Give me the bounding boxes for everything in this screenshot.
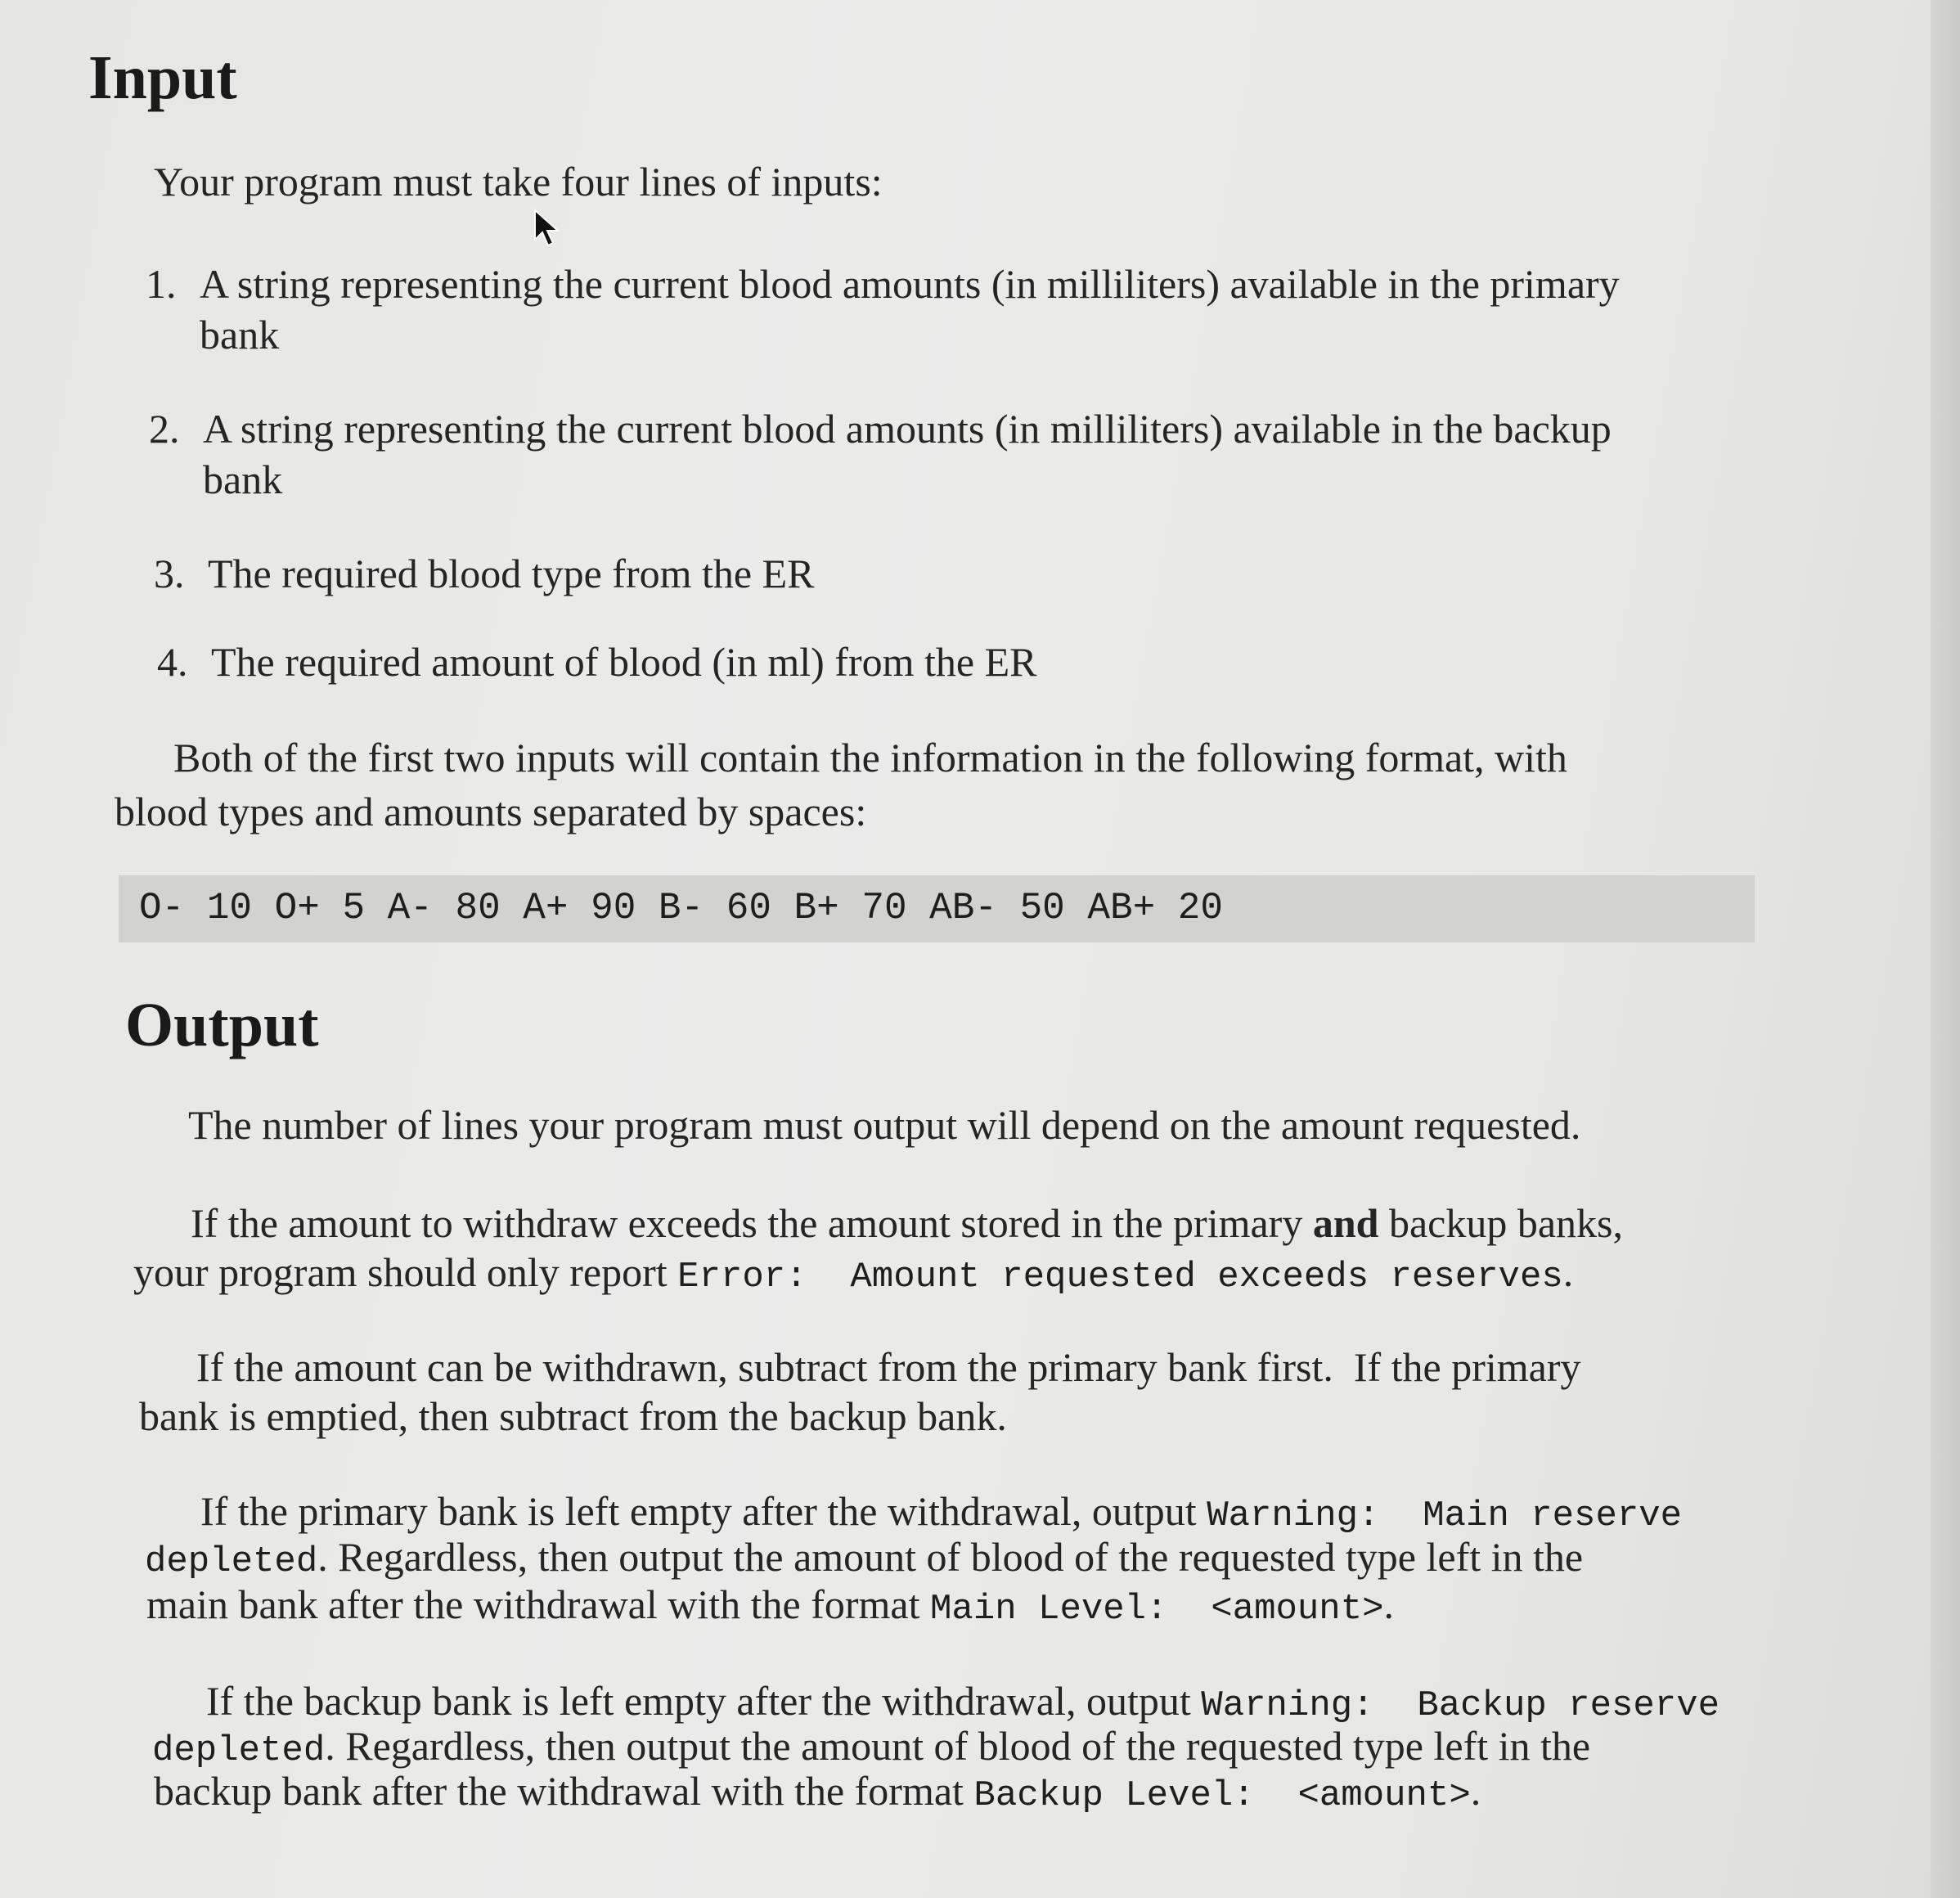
output-paragraph-5-line3 (154, 1767, 1481, 1819)
input-heading: Input (88, 43, 237, 112)
input-intro: Your program must take four lines of inputs: (154, 159, 883, 205)
list-text-line1: The required blood type from the ER (208, 551, 815, 596)
p2-text: your program should only report (133, 1249, 678, 1295)
format-line2: blood types and amounts separated by spaces: (115, 789, 867, 834)
p5-depleted-code: depleted (152, 1730, 326, 1771)
list-number: 3. (154, 551, 185, 596)
p5-text: . (1470, 1768, 1481, 1814)
output-paragraph-2-line2 (133, 1248, 1573, 1301)
p5-text: backup bank after the withdrawal with the format (154, 1768, 974, 1814)
p4-text: . Regardless, then output the amount of blood of the requested type left in the (317, 1534, 1584, 1580)
p5-text: If the backup bank is left empty after the withdrawal, output (206, 1678, 1202, 1724)
output-paragraph-4-line2 (145, 1533, 1583, 1585)
p4-warning-code: Warning: Main reserve (1207, 1495, 1683, 1536)
format-line1: Both of the first two inputs will contain the information in the following format, with (173, 735, 1567, 780)
list-text-line1: A string representing the current blood amounts (in milliliters) available in the primary (200, 261, 1620, 307)
p5-backup-level-code: Backup Level: <amount> (973, 1775, 1471, 1816)
list-text-line1: The required amount of blood (in ml) from the ER (211, 639, 1037, 685)
p2-text: If the amount to withdraw exceeds the amount stored in the primary (191, 1200, 1313, 1246)
p5-text: . Regardless, then output the amount of blood of the requested type left in the (325, 1723, 1591, 1769)
p4-depleted-code: depleted (145, 1541, 318, 1582)
list-text-line1: A string representing the current blood amounts (in milliliters) available in the backup (203, 406, 1612, 452)
p2-text: . (1562, 1249, 1574, 1295)
p4-main-level-code: Main Level: <amount> (930, 1589, 1384, 1630)
mouse-pointer-icon (533, 209, 561, 248)
output-paragraph-3-line1: If the amount can be withdrawn, subtract from the primary bank first. If the primary (196, 1344, 1581, 1390)
p4-text: main bank after the withdrawal with the format (146, 1581, 931, 1627)
code-example-box (119, 875, 1755, 942)
list-number: 4. (157, 639, 188, 685)
p2-error-code: Error: Amount requested exceeds reserves (677, 1257, 1563, 1298)
p4-text: If the primary bank is left empty after the withdrawal, output (200, 1488, 1207, 1534)
output-paragraph-4-line1 (200, 1487, 1682, 1540)
screen-edge (1931, 0, 1960, 1898)
list-text-line2: bank (203, 457, 283, 502)
output-paragraph-2-line1 (191, 1199, 1623, 1247)
p2-bold-and: and (1312, 1200, 1379, 1246)
list-number: 1. (146, 261, 177, 307)
list-text-line2: bank (200, 312, 280, 358)
p2-text: backup banks, (1378, 1200, 1623, 1246)
list-number: 2. (149, 406, 180, 452)
output-paragraph-1: The number of lines your program must output will depend on the amount requested. (188, 1102, 1581, 1148)
p5-warning-code: Warning: Backup reserve (1201, 1685, 1719, 1726)
output-heading: Output (125, 991, 319, 1059)
code-example: O- 10 O+ 5 A- 80 A+ 90 B- 60 B+ 70 AB- 50 AB+ 20 (139, 887, 1224, 929)
output-paragraph-4-line3 (146, 1581, 1394, 1633)
p4-text: . (1383, 1581, 1395, 1627)
output-paragraph-3-line2: bank is emptied, then subtract from the backup bank. (139, 1393, 1007, 1439)
